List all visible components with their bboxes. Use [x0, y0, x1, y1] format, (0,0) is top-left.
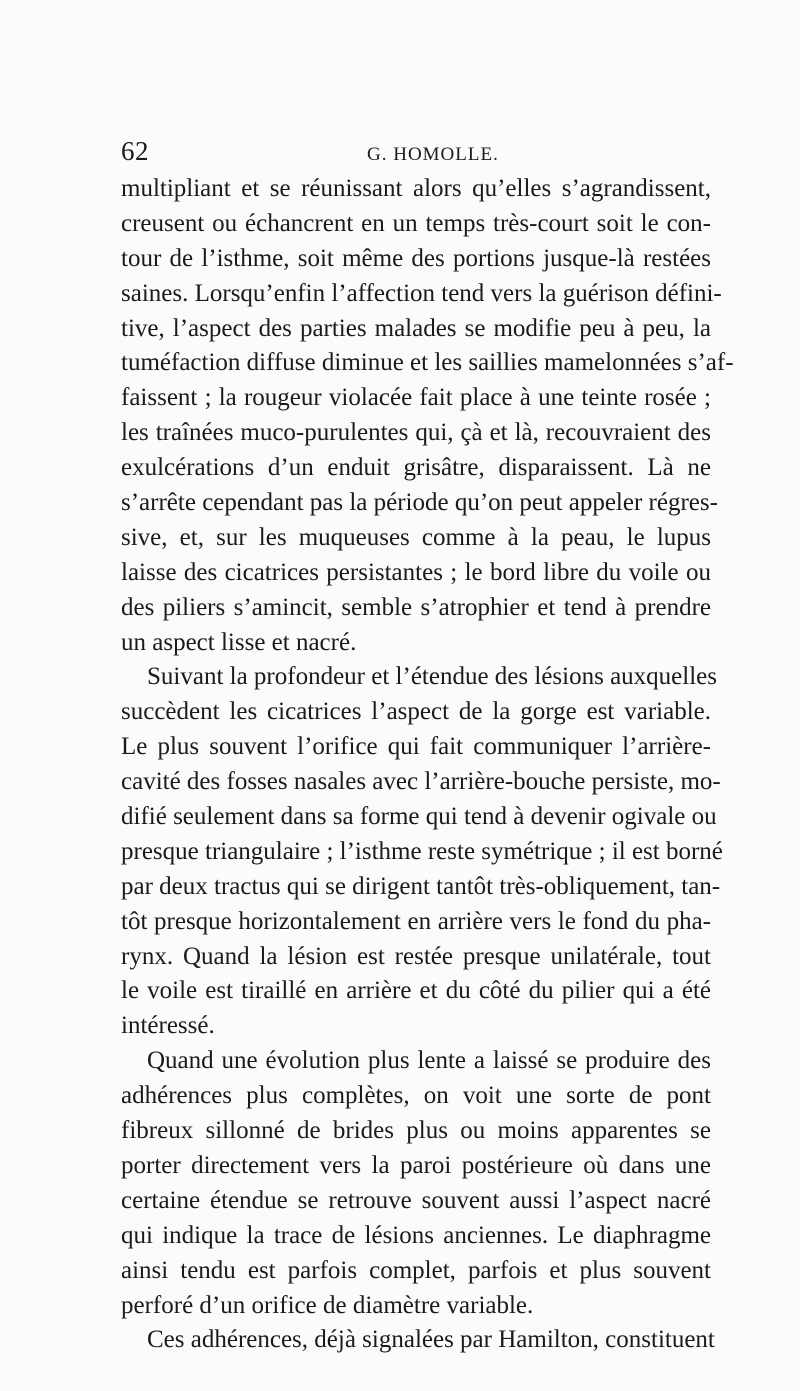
text-line: intéressé. [121, 1012, 215, 1040]
text-line: Quand une évolution plus lente a laissé se produire des [147, 1047, 711, 1075]
text-line: ainsi tendu est parfois complet, parfois et plus souvent [121, 1256, 711, 1284]
text-line: Suivant la profondeur et l’étendue des lésions auxquelles [147, 663, 717, 691]
text-line: fibreux sillonné de brides plus ou moins apparentes se [121, 1117, 711, 1145]
text-line: perforé d’un orifice de diamètre variable. [121, 1291, 534, 1319]
text-line: s’arrête cependant pas la période qu’on peut appeler régres- [121, 489, 718, 517]
text-line: tuméfaction diffuse diminue et les saillies mamelonnées s’af- [121, 349, 734, 377]
body-text [121, 172, 734, 1358]
text-line: certaine étendue se retrouve souvent aussi l’aspect nacré [121, 1186, 711, 1214]
text-line: tive, l’aspect des parties malades se modifie peu à peu, la [121, 314, 711, 342]
text-line: sive, et, sur les muqueuses comme à la peau, le lupus [121, 523, 711, 551]
text-line: rynx. Quand la lésion est restée presque unilatérale, tout [121, 942, 711, 970]
text-line: difié seulement dans sa forme qui tend à devenir ogivale ou [121, 803, 717, 831]
text-line: presque triangulaire ; l’isthme reste symétrique ; il est borné [121, 837, 723, 865]
text-line: Le plus souvent l’orifice qui fait communiquer l’arrière- [121, 733, 711, 761]
text-line: par deux tractus qui se dirigent tantôt très-obliquement, tan- [121, 872, 721, 900]
text-line: adhérences plus complètes, on voit une sorte de pont [121, 1082, 711, 1110]
text-line: faissent ; la rougeur violacée fait place à une teinte rosée ; [121, 384, 711, 412]
page-header [121, 136, 711, 170]
text-line: porter directement vers la paroi postérieure où dans une [121, 1151, 711, 1179]
page-number: 62 [121, 136, 149, 166]
text-line: le voile est tiraillé en arrière et du côté du pilier qui a été [121, 977, 711, 1005]
text-line: laisse des cicatrices persistantes ; le bord libre du voile ou [121, 558, 711, 586]
text-line: les traînées muco-purulentes qui, çà et là, recouvraient des [121, 419, 711, 447]
text-line: creusent ou échancrent en un temps très-court soit le con- [121, 209, 711, 237]
text-line: des piliers s’amincit, semble s’atrophier et tend à prendre [121, 593, 711, 621]
text-line: tour de l’isthme, soit même des portions jusque-là restées [121, 244, 711, 272]
text-line: saines. Lorsqu’enfin l’affection tend vers la guérison défini- [121, 279, 722, 307]
text-line: tôt presque horizontalement en arrière vers le fond du pha- [121, 907, 711, 935]
text-line: qui indique la trace de lésions anciennes. Le diaphragme [121, 1221, 711, 1249]
text-line: exulcérations d’un enduit grisâtre, disparaissent. Là ne [121, 454, 711, 482]
text-line: un aspect lisse et nacré. [121, 628, 357, 656]
text-line: multipliant et se réunissant alors qu’elles s’agrandissent, [121, 175, 711, 202]
text-line: cavité des fosses nasales avec l’arrière-bouche persiste, mo- [121, 768, 721, 796]
text-line: succèdent les cicatrices l’aspect de la gorge est variable. [121, 698, 711, 726]
running-head: G. HOMOLLE. [367, 144, 499, 165]
text-line: Ces adhérences, déjà signalées par Hamilton, constituent [147, 1326, 715, 1354]
